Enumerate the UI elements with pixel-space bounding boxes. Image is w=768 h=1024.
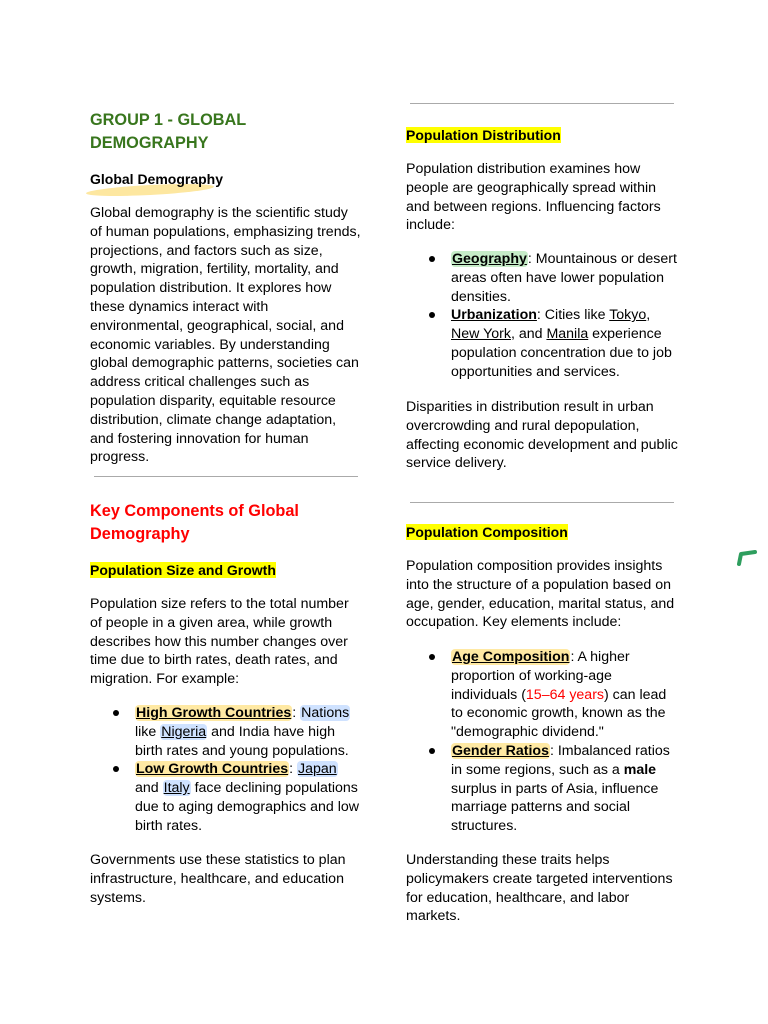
city-manila: Manila	[546, 326, 589, 343]
list-item-geography	[406, 250, 678, 306]
highlight-japan: Japan	[298, 761, 337, 778]
list-item-gender-ratios	[406, 742, 678, 836]
list-item-low-growth	[90, 760, 362, 835]
bold-male: male	[623, 761, 657, 778]
divider	[94, 476, 358, 477]
distribution-list	[406, 250, 678, 382]
term-age-composition: Age Composition	[452, 649, 570, 665]
list-text: experience population concentration due to job opportunities and services.	[451, 326, 672, 380]
term-high-growth: High Growth Countries	[136, 705, 292, 721]
highlight-italy: Italy	[163, 780, 190, 797]
list-text: like	[135, 723, 161, 740]
paragraph-distribution: Population distribution examines how people are geographically spread within and between regions. Influencing factors include:	[406, 161, 661, 234]
divider	[410, 502, 674, 503]
list-text: surplus in parts of Asia, influence marriage patterns and social structures.	[451, 780, 659, 835]
list-text: :	[289, 761, 298, 778]
term-geography: Geography	[452, 251, 527, 267]
growth-list	[90, 704, 362, 836]
list-text: : A higher proportion of working-age individuals (	[451, 649, 630, 703]
highlight-nations: Nations	[301, 705, 350, 721]
key-components-title: Key Components of Global Demography	[90, 502, 299, 543]
subheading-composition-wrap	[406, 523, 568, 542]
term-gender-ratios: Gender Ratios	[452, 742, 549, 759]
divider	[410, 103, 674, 104]
list-text: :	[292, 705, 301, 721]
subheading-distribution-wrap	[406, 126, 561, 145]
subheading-global-demography-text: Global Demography	[90, 171, 224, 187]
paragraph-disparities: Disparities in distribution result in urban overcrowding and rural depopulation, affecting economic development and public service delivery.	[406, 399, 678, 472]
paragraph-understanding: Understanding these traits helps policymakers create targeted interventions for education, healthcare, and labor markets.	[406, 852, 673, 925]
paragraph-composition: Population composition provides insights into the structure of a population based on age, gender, education, marital status, and occupation. Key elements include:	[406, 558, 675, 631]
term-low-growth: Low Growth Countries	[136, 761, 289, 778]
list-item-urbanization	[406, 306, 678, 381]
city-tokyo: Tokyo	[609, 307, 647, 324]
list-text: : Cities like	[536, 307, 610, 324]
paragraph-governments: Governments use these statistics to plan infrastructure, healthcare, and education systems.	[90, 852, 346, 906]
list-text: ) can lead to economic growth, known as the "demographic dividend."	[451, 686, 667, 741]
paragraph-size-growth: Population size refers to the total number of people in a given area, while growth describes how this number changes over time due to birth rates, death rates, and migration. For example:	[90, 596, 349, 688]
left-column	[90, 0, 362, 906]
list-text: : Imbalanced ratios in some regions, such as a	[451, 742, 670, 778]
subheading-distribution: Population Distribution	[406, 127, 561, 143]
green-annotation-mark-icon	[735, 548, 759, 568]
composition-list	[406, 648, 678, 836]
list-text: and India have high birth rates and young populations.	[135, 723, 349, 759]
term-urbanization: Urbanization	[451, 307, 537, 324]
subheading-size-growth-wrap	[90, 561, 276, 580]
list-text: : Mountainous or desert areas often have lower population densities.	[451, 251, 677, 305]
highlight-nigeria: Nigeria	[161, 723, 207, 740]
list-text: face declining populations due to aging demographics and low birth rates.	[135, 780, 360, 834]
list-text: and	[135, 780, 163, 797]
city-new-york: New York	[451, 326, 511, 343]
subheading-size-growth: Population Size and Growth	[90, 562, 276, 578]
list-item-high-growth	[90, 704, 362, 760]
subheading-global-demography	[90, 170, 362, 188]
list-item-age-composition	[406, 648, 678, 742]
paragraph-global-demography: Global demography is the scientific study of human populations, emphasizing trends, projections, and factors such as size, growth, migration, fertility, mortality, and population distribution. It explores how these dynamics interact with environmental, geographical, social, and economic variables. By understanding global demographic patterns, societies can address critical challenges such as population disparity, equitable resource distribution, climate change adaptation, and fostering innovation for human progress.	[90, 205, 361, 466]
group-title: GROUP 1 - GLOBAL DEMOGRAPHY	[90, 111, 246, 152]
list-text: ,	[646, 307, 651, 324]
list-text: , and	[510, 326, 547, 343]
subheading-composition: Population Composition	[406, 524, 568, 540]
age-range-text: 15–64 years	[525, 686, 605, 703]
